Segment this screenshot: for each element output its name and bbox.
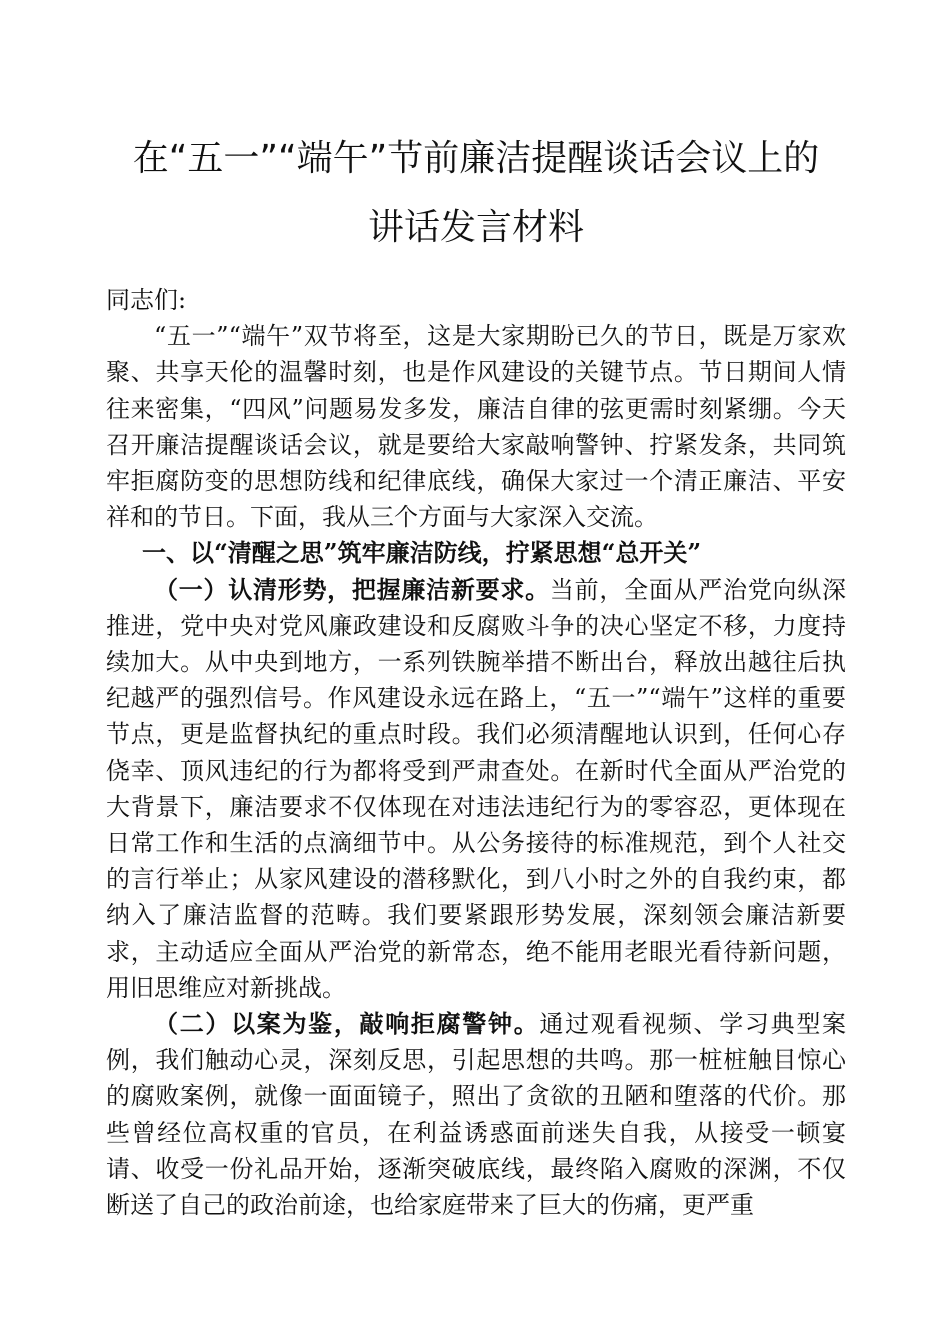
subsection-1-paragraph: [106, 572, 846, 1006]
intro-paragraph: “五一”“端午”双节将至，这是大家期盼已久的节日，既是万家欢聚、共享天伦的温馨时刻，也是作风建设的关键节点。节日期间人情往来密集，“四风”问题易发多发，廉洁自律的弦更需时刻紧绷。今天召开廉洁提醒谈话会议，就是要给大家敲响警钟、拧紧发条，共同筑牢拒腐防变的思想防线和纪律底线，确保大家过一个清正廉洁、平安祥和的节日。下面，我从三个方面与大家深入交流。: [106, 322, 846, 532]
subsection-2-text: 通过观看视频、学习典型案例，我们触动心灵，深刻反思，引起思想的共鸣。那一桩桩触目惊心的腐败案例，就像一面面镜子，照出了贪欲的丑陋和堕落的代价。那些曾经位高权重的官员，在利益诱惑面前迷失自我，从接受一顿宴请、收受一份礼品开始，逐渐突破底线，最终陷入腐败的深渊，不仅断送了自己的政治前途，也给家庭带来了巨大的伤痛，更严重: [106, 1010, 847, 1220]
document-title-line-2: 讲话发言材料: [367, 207, 584, 248]
subsection-1-text: 当前，全面从严治党向纵深推进，党中央对党风廉政建设和反腐败斗争的决心坚定不移，力度持续加大。从中央到地方，一系列铁腕举措不断出台，释放出越往后执纪越严的强烈信号。作风建设永远在路上，“五一”“端午”这样的重要节点，更是监督执纪的重点时段。我们必须清醒地认识到，任何心存侥幸、顶风违纪的行为都将受到严肃查处。在新时代全面从严治党的大背景下，廉洁要求不仅体现在对违法违纪行为的零容忍，更体现在日常工作和生活的点滴细节中。从公务接待的标准规范，到个人社交的言行举止；从家风建设的潜移默化，到八小时之外的自我约束，都纳入了廉洁监督的范畴。我们要紧跟形势发展，深刻领会廉洁新要求，主动适应全面从严治党的新常态，绝不能用老眼光看待新问题，用旧思维应对新挑战。: [106, 575, 847, 1002]
subsection-2-heading: （二）以案为鉴，敲响拒腐警钟。: [154, 1010, 540, 1039]
document-body: [106, 282, 846, 1223]
salutation: 同志们:: [106, 286, 187, 314]
subsection-1-heading: （一）认清形势，把握廉洁新要求。: [154, 575, 550, 604]
subsection-2-paragraph: [106, 1006, 846, 1223]
document-title-line-1: 在“五一”“端午”节前廉洁提醒谈话会议上的: [132, 138, 820, 179]
section-1-heading: 一、以“清醒之思”筑牢廉洁防线，拧紧思想“总开关”: [142, 538, 702, 568]
